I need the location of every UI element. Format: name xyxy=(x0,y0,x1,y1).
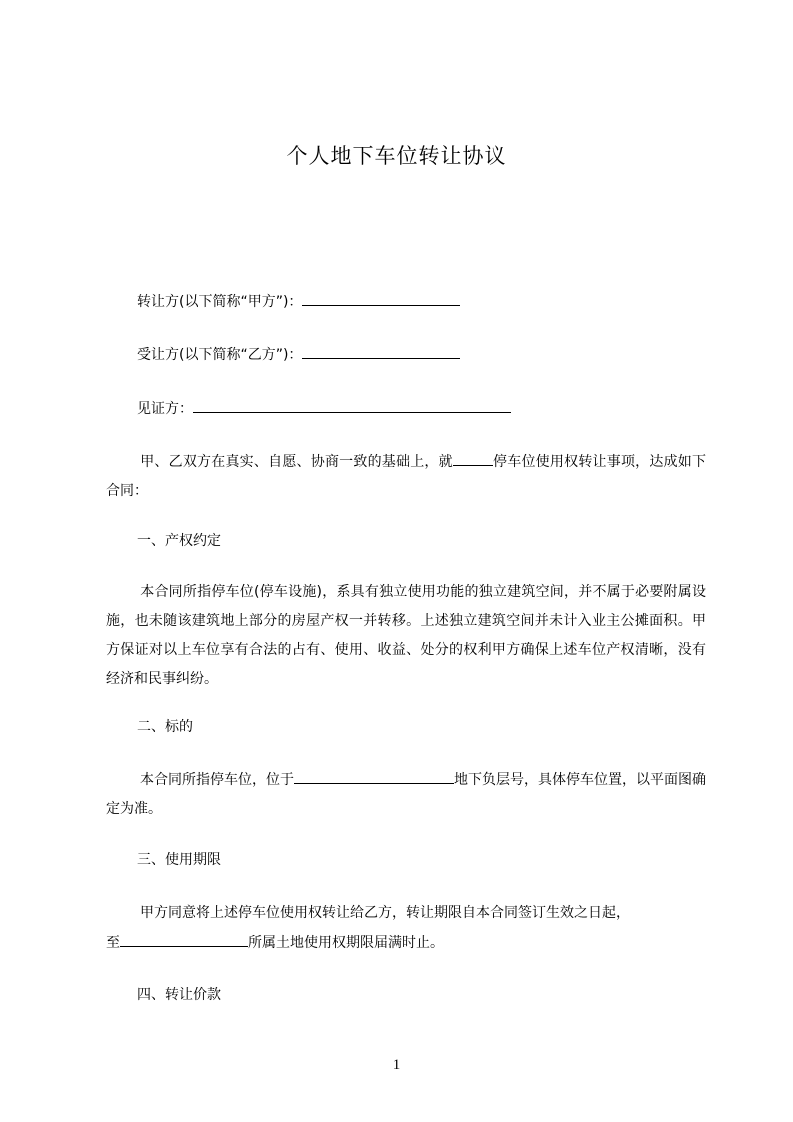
section-3-text-after: 所属土地使用权期限届满时止。 xyxy=(248,935,444,951)
section-1-text: 本合同所指停车位(停车设施)，系具有独立使用功能的独立建筑空间，并不属于必要附属设施，也未随该建筑地上部分的房屋产权一并转移。上述独立建筑空间并未计入业主公摊面积。甲方保证对以上车位享有合法的占有、使用、收益、处分的权利甲方确保上述车位产权清晰，没有经济和民事纠纷。 xyxy=(106,584,706,687)
intro-blank xyxy=(453,451,493,466)
section-3-text-before: 至 xyxy=(106,935,120,951)
transferee-line xyxy=(137,344,460,365)
section-2-location-blank xyxy=(294,769,454,784)
page-number: 1 xyxy=(392,1057,401,1073)
document-title: 个人地下车位转让协议 xyxy=(286,144,507,168)
intro-text-after: 停车位使用权转让事项，达成如下合同： xyxy=(106,454,707,499)
transferee-blank xyxy=(302,344,460,359)
witness-label: 见证方： xyxy=(137,401,193,417)
section-3-date-blank xyxy=(120,932,248,947)
intro-paragraph xyxy=(106,448,706,506)
witness-line xyxy=(137,398,511,419)
section-2-body xyxy=(106,766,706,824)
section-4-heading: 四、转让价款 xyxy=(137,987,221,1003)
transferor-line xyxy=(137,291,460,312)
section-1-heading: 一、产权约定 xyxy=(137,533,221,549)
transferee-label: 受让方(以下简称“乙方”)： xyxy=(137,347,303,363)
section-3-heading: 三、使用期限 xyxy=(137,852,221,868)
section-3-line-1: 甲方同意将上述停车位使用权转让给乙方，转让期限自本合同签订生效之日起， xyxy=(140,905,630,921)
intro-text-before: 甲、乙双方在真实、自愿、协商一致的基础上，就 xyxy=(140,454,453,470)
section-2-text-before: 本合同所指停车位，位于 xyxy=(140,772,294,788)
section-3-line-2 xyxy=(106,932,444,953)
section-2-heading: 二、标的 xyxy=(137,719,193,735)
witness-blank xyxy=(193,398,511,413)
transferor-label: 转让方(以下简称“甲方”)： xyxy=(137,294,303,310)
section-1-body xyxy=(106,578,706,694)
section-2-text-after: 地下负层号，具体停车位置，以平面图确定为准。 xyxy=(106,772,706,817)
transferor-blank xyxy=(302,291,460,306)
